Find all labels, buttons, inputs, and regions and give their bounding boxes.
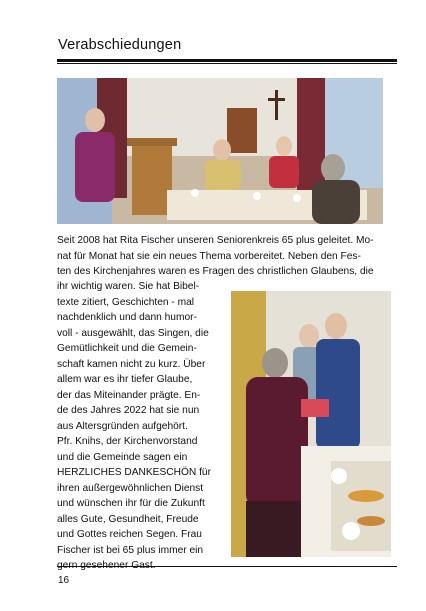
text-line: de des Jahres 2022 hat sie nun [57, 405, 200, 416]
section-title: Verabschiedungen [58, 37, 182, 53]
page-number: 16 [58, 575, 70, 586]
text-line: alles Gute, Gesundheit, Freude [57, 513, 199, 525]
text-line: und wünschen ihr für die Zukunft [57, 498, 205, 509]
text-line: texte zitiert, Geschichten - mal [57, 296, 195, 308]
text-line: ten des Kirchenjahres waren es Fragen des christlichen Glaubens, die [57, 266, 374, 277]
column-paragraph [57, 279, 219, 574]
intro-paragraph [57, 233, 397, 280]
gift-handover-photo [231, 291, 391, 557]
text-line: allem war es ihr tiefer Glaube, [57, 374, 193, 385]
text-line: Seit 2008 hat Rita Fischer unseren Seniorenkreis 65 plus geleitet. Mo- [57, 235, 374, 246]
text-line: ihr wichtig waren. Sie hat Bibel- [57, 281, 200, 292]
text-line: HERZLICHES DANKESCHÖN für [57, 467, 211, 478]
text-line: und die Gemeinde sagen ein [57, 451, 188, 463]
text-line: Pfr. Knihs, der Kirchenvorstand [57, 436, 198, 447]
text-line: schaft kamen nicht zu kurz. Über [57, 358, 206, 370]
text-line: Fischer ist bei 65 plus immer ein [57, 544, 204, 556]
title-rule [57, 59, 397, 62]
text-line: Gemütlichkeit und die Gemein- [57, 343, 197, 354]
text-line: nat für Monat hat sie ein neues Thema vorbereitet. Neben den Fes- [57, 250, 361, 262]
text-line: und Gottes reichen Segen. Frau [57, 529, 202, 540]
footer-rule [57, 566, 397, 567]
text-line: der das Miteinander prägte. En- [57, 389, 201, 401]
text-line: nachdenklich und dann humor- [57, 312, 197, 323]
title-rule-thin [57, 63, 397, 64]
text-line: aus Altersgründen aufgehört. [57, 420, 188, 432]
group-meeting-photo [57, 78, 383, 224]
text-line: ihren außergewöhnlichen Dienst [57, 482, 204, 494]
text-line: voll - ausgewählt, das Singen, die [57, 327, 209, 339]
